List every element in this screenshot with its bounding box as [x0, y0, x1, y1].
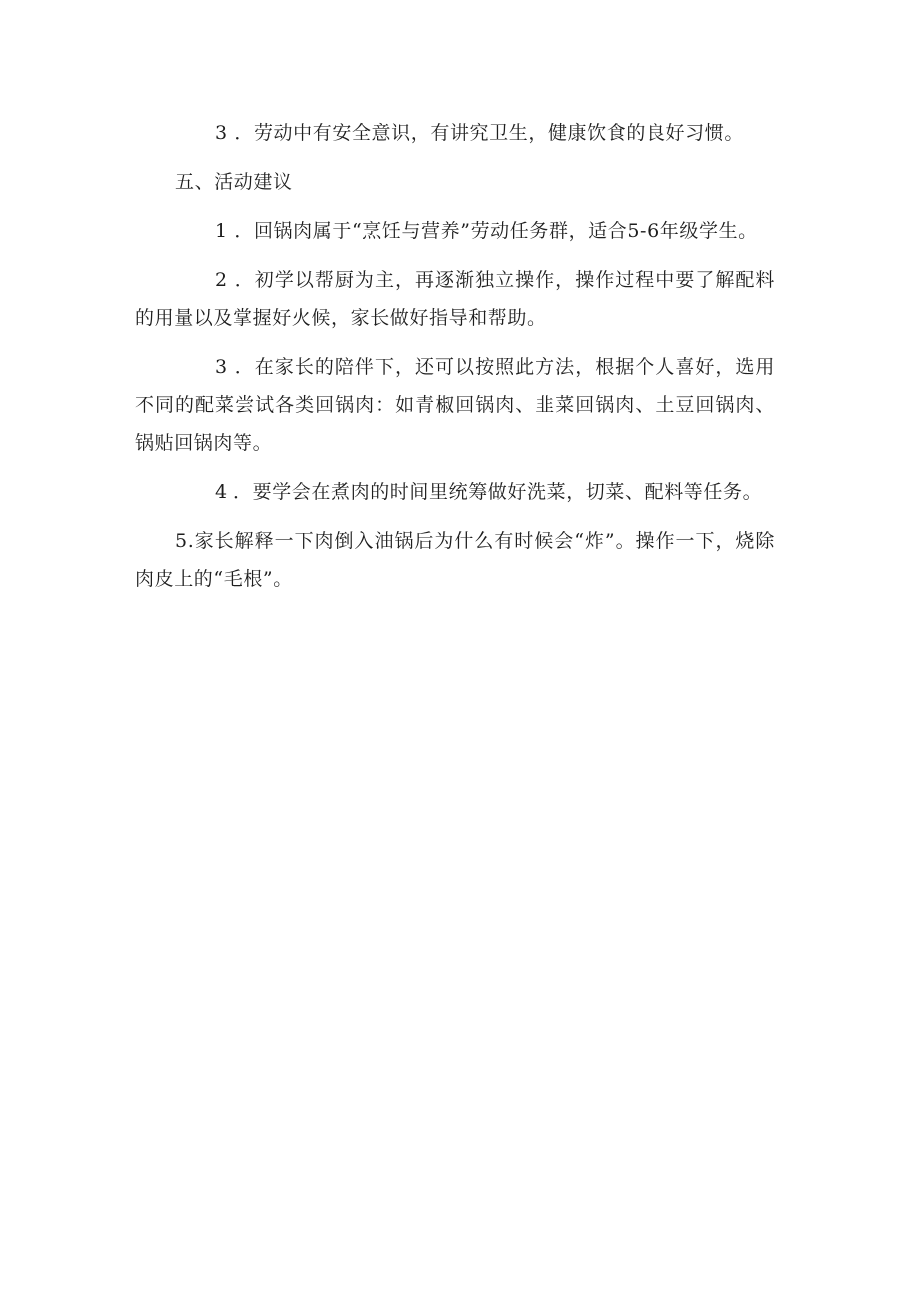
item-number: 1	[215, 220, 228, 242]
paragraph-text: ．初学以帮厨为主，再逐渐独立操作，操作过程中要了解配料的用量以及掌握好火候，家长做好指导和帮助。	[135, 269, 776, 329]
item-number: 3	[215, 122, 228, 144]
paragraph-text: 5.家长解释一下肉倒入油锅后为什么有时候会“炸”。操作一下，烧除肉皮上的“毛根”。	[135, 530, 775, 590]
paragraph-item-3-safety	[135, 114, 775, 152]
paragraph-item-5	[135, 522, 775, 598]
paragraph-text: ．劳动中有安全意识，有讲究卫生，健康饮食的良好习惯。	[234, 122, 744, 144]
paragraph-text: ．回锅肉属于“烹饪与营养”劳动任务群，适合5-6年级学生。	[234, 220, 758, 242]
document-body	[135, 114, 775, 609]
paragraph-text: ．要学会在煮肉的时间里统筹做好洗菜，切菜、配料等任务。	[233, 481, 763, 503]
section-heading-activity-suggestions	[135, 163, 775, 201]
item-number: 3	[215, 356, 228, 378]
paragraph-item-3	[135, 348, 775, 462]
item-number: 4	[215, 481, 228, 503]
paragraph-text: ．在家长的陪伴下，还可以按照此方法，根据个人喜好，选用不同的配菜尝试各类回锅肉：如青椒回锅肉、韭菜回锅肉、土豆回锅肉、锅贴回锅肉等。	[135, 356, 776, 454]
paragraph-item-4	[135, 473, 775, 511]
item-number: 2	[215, 269, 228, 291]
paragraph-item-1	[135, 212, 775, 250]
paragraph-item-2	[135, 261, 775, 337]
section-heading-text: 五、活动建议	[175, 171, 293, 193]
